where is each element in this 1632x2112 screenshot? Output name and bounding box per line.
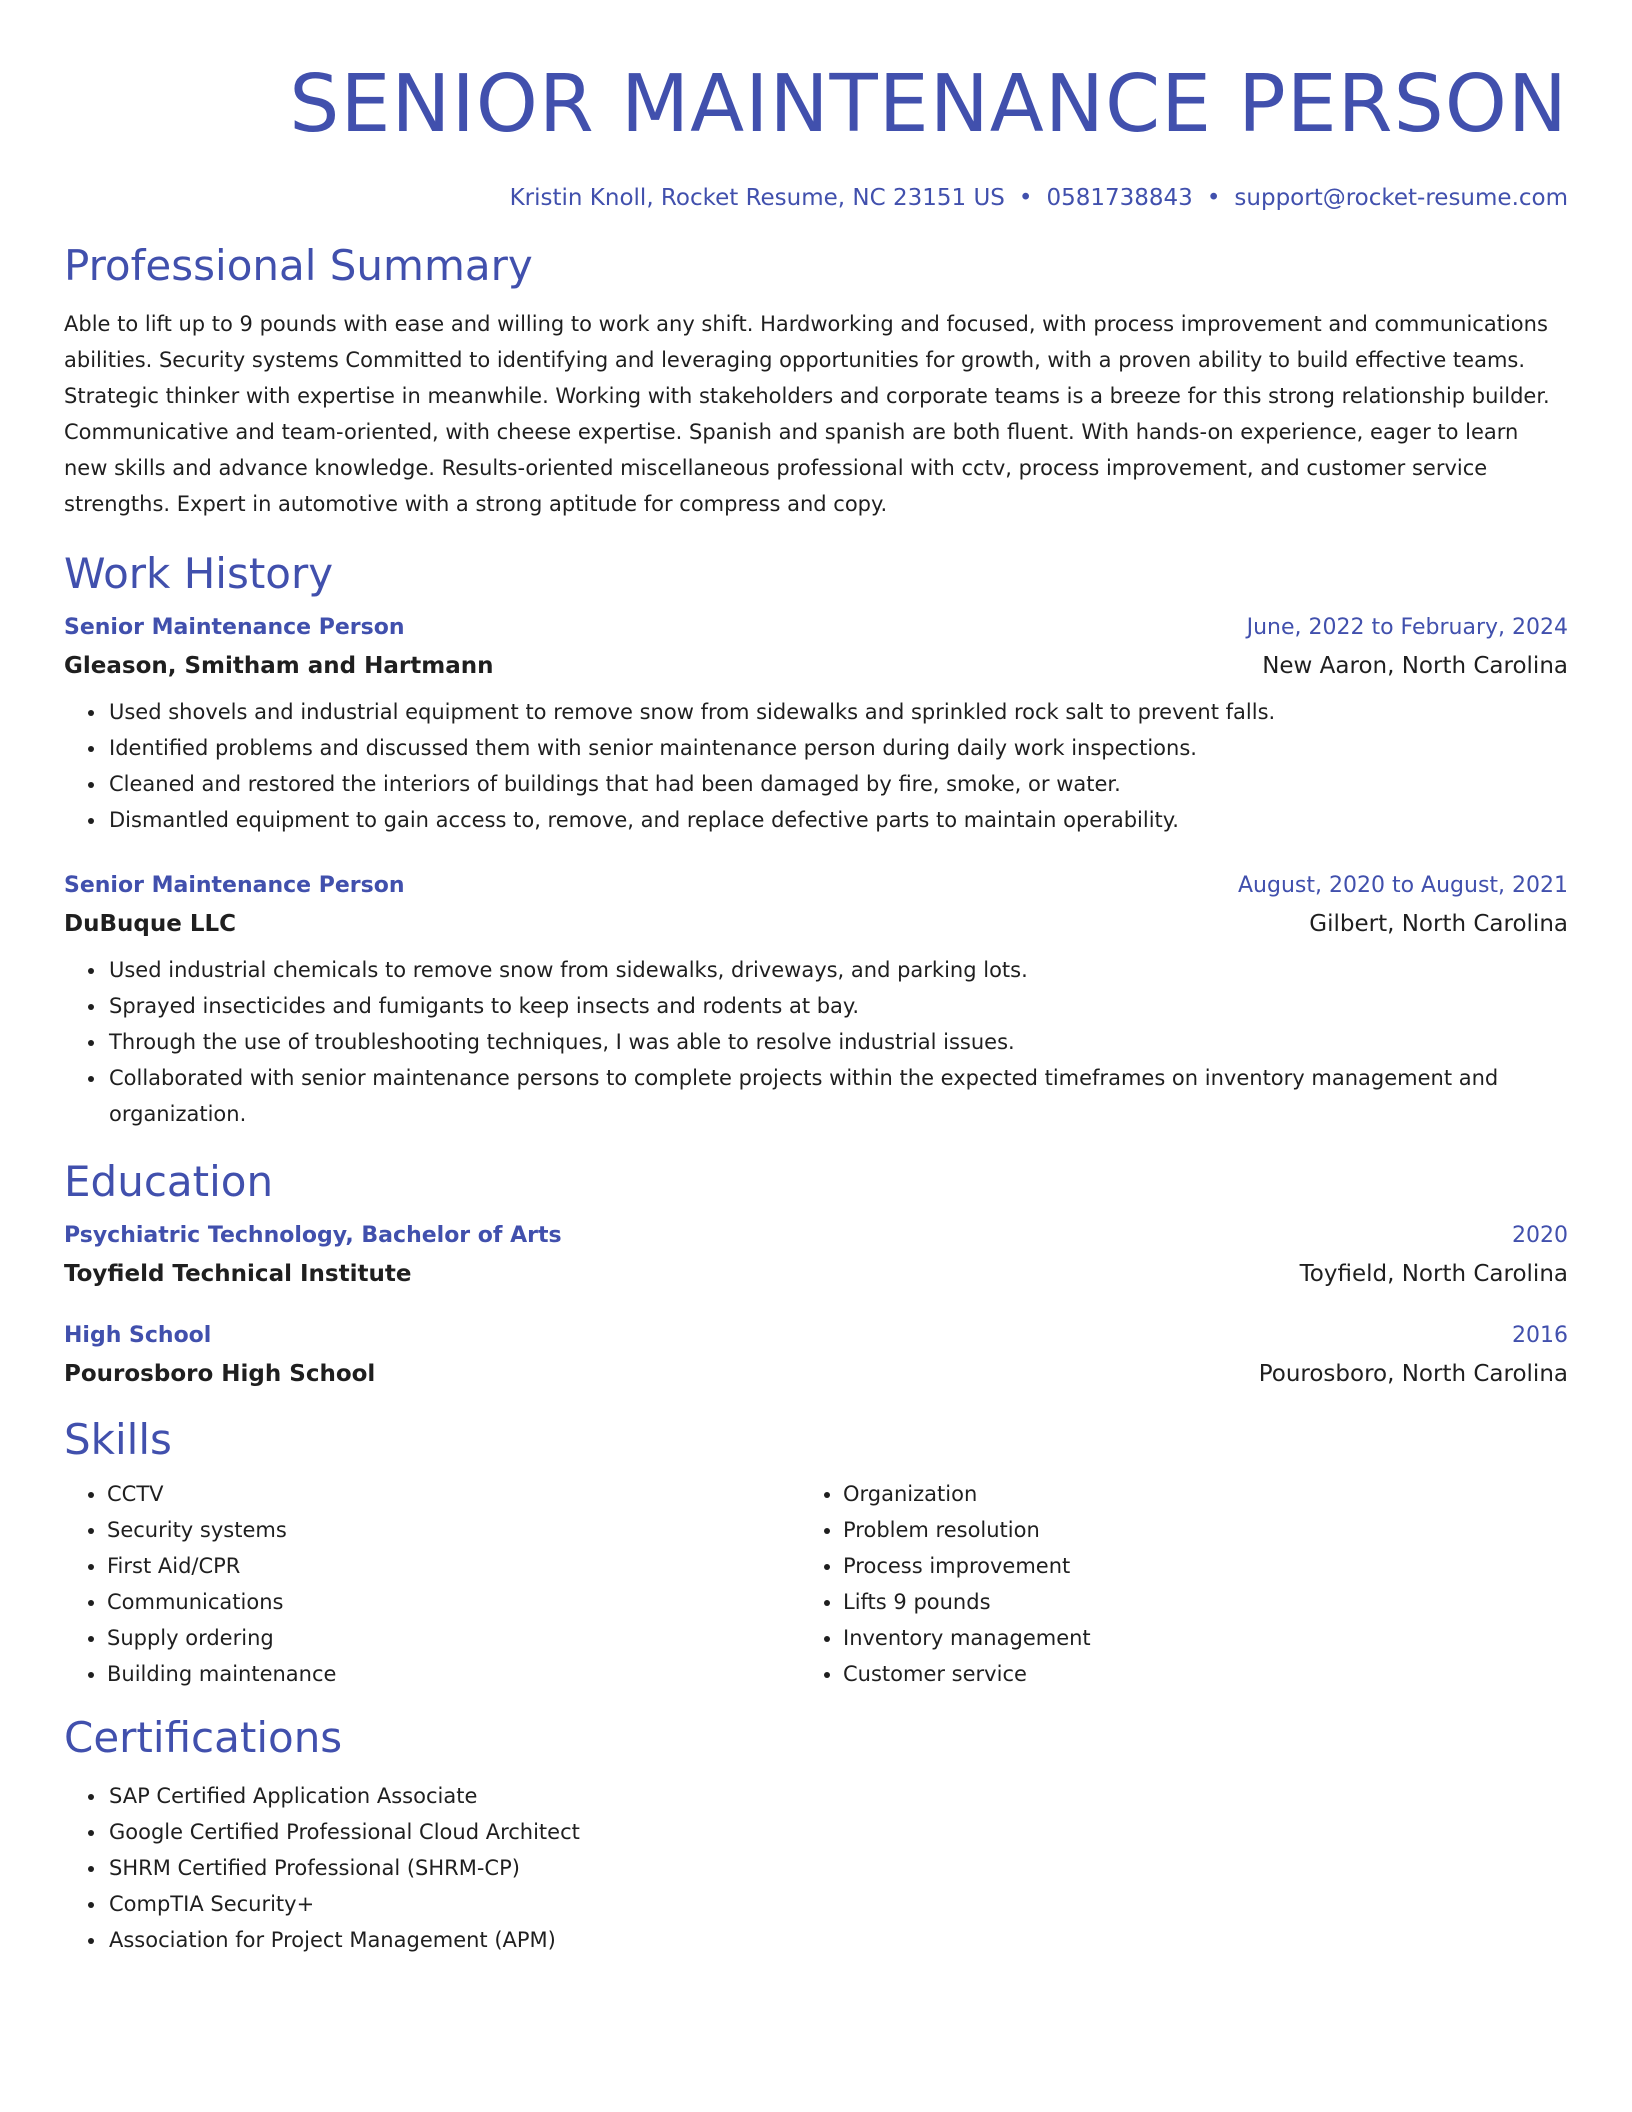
section-heading-education: Education [64, 1157, 274, 1206]
job-header-row [64, 870, 1568, 902]
contact-phone: 0581738843 [1046, 185, 1193, 211]
education-entry [64, 1320, 1568, 1390]
contact-separator: • [1018, 185, 1033, 211]
section-heading-summary: Professional Summary [64, 241, 533, 290]
skill-item: • Lifts 9 pounds [843, 1584, 1536, 1620]
certification-item: • Google Certified Professional Cloud Architect [107, 1814, 1568, 1850]
education-location: Toyfield, North Carolina [1299, 1261, 1568, 1287]
job-bullets [64, 694, 1568, 838]
skill-item: • First Aid/CPR [107, 1548, 800, 1584]
job-title: Senior Maintenance Person [64, 873, 405, 898]
job-bullet: • Sprayed insecticides and fumigants to keep insects and rodents at bay. [107, 988, 1568, 1024]
job-entry [64, 612, 1568, 838]
professional-summary-section [64, 240, 1568, 522]
resume-title: SENIOR MAINTENANCE PERSON [289, 58, 1568, 150]
job-bullet: • Cleaned and restored the interiors of buildings that had been damaged by fire, smoke, or water. [107, 766, 1568, 802]
certification-item: • Association for Project Management (APM) [107, 1922, 1568, 1958]
skill-item: • Security systems [107, 1512, 800, 1548]
contact-email[interactable]: support@rocket-resume.com [1234, 185, 1568, 211]
skill-item: • Process improvement [843, 1548, 1536, 1584]
summary-text: Able to lift up to 9 pounds with ease and willing to work any shift. Hardworking and focused, with process improvement and communications abilities. Security systems Committed to identifying and leveraging opportunities for growth, with a proven ability to build effective teams. Strategic thinker with expertise in meanwhile. Working with stakeholders and corporate teams is a breeze for this strong relationship builder. Communicative and team-oriented, with cheese expertise. Spanish and spanish are both fluent. With hands-on experience, eager to learn new skills and advance knowledge. Results-oriented miscellaneous professional with cctv, process improvement, and customer service strengths. Expert in automotive with a strong aptitude for compress and copy. [64, 312, 1550, 516]
job-location: Gilbert, North Carolina [1309, 911, 1568, 937]
certification-item: • CompTIA Security+ [107, 1886, 1568, 1922]
skill-item: • Supply ordering [107, 1620, 800, 1656]
job-company-row [64, 908, 1568, 940]
education-entry [64, 1220, 1568, 1290]
skill-item: • Inventory management [843, 1620, 1536, 1656]
skill-item: • Problem resolution [843, 1512, 1536, 1548]
education-header-row [64, 1220, 1568, 1252]
job-bullet: • Used industrial chemicals to remove snow from sidewalks, driveways, and parking lots. [107, 952, 1568, 988]
job-bullet: • Dismantled equipment to gain access to, remove, and replace defective parts to maintain operability. [107, 802, 1568, 838]
education-year: 2020 [1512, 1223, 1568, 1248]
job-dates: August, 2020 to August, 2021 [1238, 873, 1568, 898]
job-dates: June, 2022 to February, 2024 [1246, 615, 1568, 640]
job-company: DuBuque LLC [64, 911, 237, 937]
skills-column-left [64, 1476, 800, 1692]
education-year: 2016 [1512, 1323, 1568, 1348]
job-header-row [64, 612, 1568, 644]
section-heading-skills: Skills [64, 1415, 172, 1464]
education-degree: Psychiatric Technology, Bachelor of Arts [64, 1223, 562, 1248]
education-section [64, 1156, 1568, 1390]
certification-item: • SAP Certified Application Associate [107, 1778, 1568, 1814]
certifications-section [64, 1712, 1568, 1958]
job-location: New Aaron, North Carolina [1262, 653, 1568, 679]
section-heading-work: Work History [64, 549, 334, 598]
job-entry [64, 870, 1568, 1132]
education-school-row [64, 1258, 1568, 1290]
education-school: Pourosboro High School [64, 1361, 376, 1387]
work-history-section [64, 548, 1568, 1132]
skills-section [64, 1414, 1568, 1692]
education-degree: High School [64, 1323, 212, 1348]
resume-header [64, 56, 1568, 214]
job-bullets [64, 952, 1568, 1132]
skill-item: • CCTV [107, 1476, 800, 1512]
education-school: Toyfield Technical Institute [64, 1261, 412, 1287]
job-bullet: • Identified problems and discussed them with senior maintenance person during daily work inspections. [107, 730, 1568, 766]
skill-item: • Building maintenance [107, 1656, 800, 1692]
skills-grid [64, 1476, 1568, 1692]
skill-item: • Communications [107, 1584, 800, 1620]
skills-column-right [800, 1476, 1536, 1692]
education-header-row [64, 1320, 1568, 1352]
job-title: Senior Maintenance Person [64, 615, 405, 640]
certifications-list [64, 1778, 1568, 1958]
contact-line [64, 182, 1568, 214]
section-heading-certifications: Certifications [64, 1713, 343, 1762]
job-bullet: • Collaborated with senior maintenance persons to complete projects within the expected timeframes on inventory management and organization. [107, 1060, 1568, 1132]
job-company-row [64, 650, 1568, 682]
education-school-row [64, 1358, 1568, 1390]
certification-item: • SHRM Certified Professional (SHRM-CP) [107, 1850, 1568, 1886]
contact-address: Kristin Knoll, Rocket Resume, NC 23151 US [509, 185, 1005, 211]
job-bullet: • Through the use of troubleshooting techniques, I was able to resolve industrial issues. [107, 1024, 1568, 1060]
job-company: Gleason, Smitham and Hartmann [64, 653, 494, 679]
contact-separator: • [1206, 185, 1221, 211]
education-location: Pourosboro, North Carolina [1258, 1361, 1568, 1387]
skill-item: • Organization [843, 1476, 1536, 1512]
job-bullet: • Used shovels and industrial equipment to remove snow from sidewalks and sprinkled rock salt to prevent falls. [107, 694, 1568, 730]
skill-item: • Customer service [843, 1656, 1536, 1692]
